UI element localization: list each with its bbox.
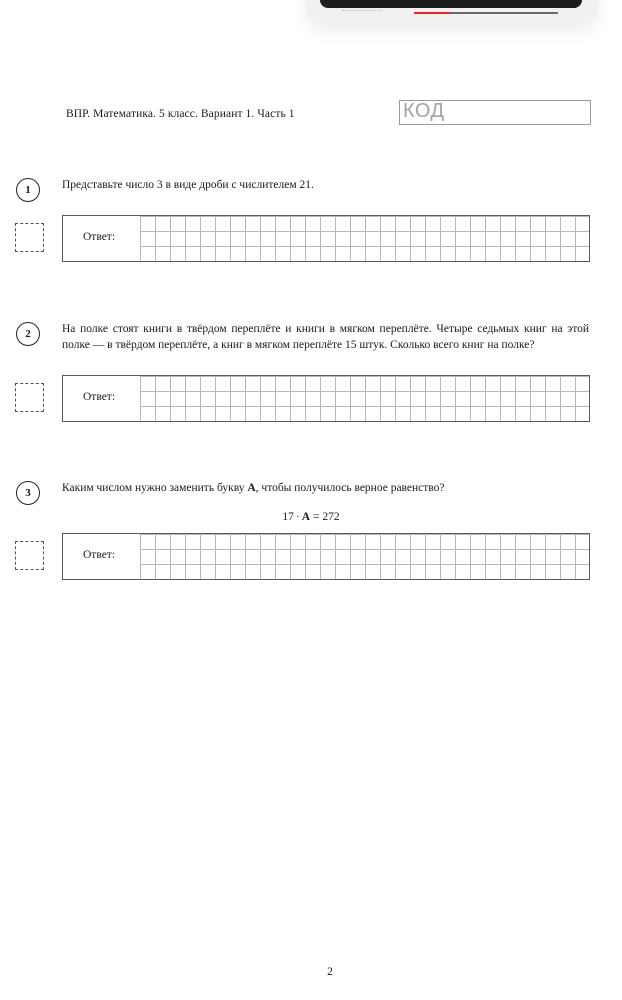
task-3-number: 3 [16, 481, 40, 505]
task-3-answer-grid[interactable] [140, 534, 589, 579]
video-caption-dots [342, 10, 382, 15]
task-3-answer-label: Ответ: [83, 549, 116, 561]
video-progress-track[interactable] [414, 12, 558, 14]
task-1-answer-label: Ответ: [83, 231, 116, 243]
task-2-number: 2 [16, 322, 40, 346]
task-3-text-before: Каким числом нужно заменить букву [62, 482, 248, 494]
equation-right: = 272 [312, 511, 340, 523]
task-3-score-box [15, 541, 44, 570]
task-3-equation [0, 511, 622, 523]
task-1-number: 1 [16, 178, 40, 202]
code-box [399, 100, 591, 125]
video-overlay [306, 0, 598, 24]
video-player-bar[interactable] [320, 0, 582, 8]
task-1-score-box [15, 223, 44, 252]
code-label: КОД [403, 100, 445, 122]
task-3-answer-frame [62, 533, 590, 580]
task-3-text-after: , чтобы получилось верное равенство? [255, 482, 445, 494]
task-1-answer-grid[interactable] [140, 216, 589, 261]
task-1-text: Представьте число 3 в виде дроби с числителем 21. [62, 179, 314, 191]
equation-variable: А [301, 511, 311, 523]
equation-left: 17 [282, 511, 294, 523]
header-title: ВПР. Математика. 5 класс. Вариант 1. Часть 1 [66, 108, 295, 120]
page-number: 2 [327, 966, 333, 978]
task-3-text [62, 481, 589, 497]
task-1-answer-frame [62, 215, 590, 262]
equation-operator: · [295, 511, 300, 523]
task-2-score-box [15, 383, 44, 412]
task-2-answer-label: Ответ: [83, 391, 116, 403]
task-2-answer-frame [62, 375, 590, 422]
task-2-answer-grid[interactable] [140, 376, 589, 421]
video-progress-fill [414, 12, 450, 14]
task-3-text-bold: А [247, 482, 256, 494]
task-2-text: На полке стоят книги в твёрдом переплёте и книги в мягком переплёте. Четыре седьмых книг на этой полке — в твёрдом переплёте, а книг в мягком переплёте 15 штук. Сколько всего книг на полке? [62, 323, 589, 351]
